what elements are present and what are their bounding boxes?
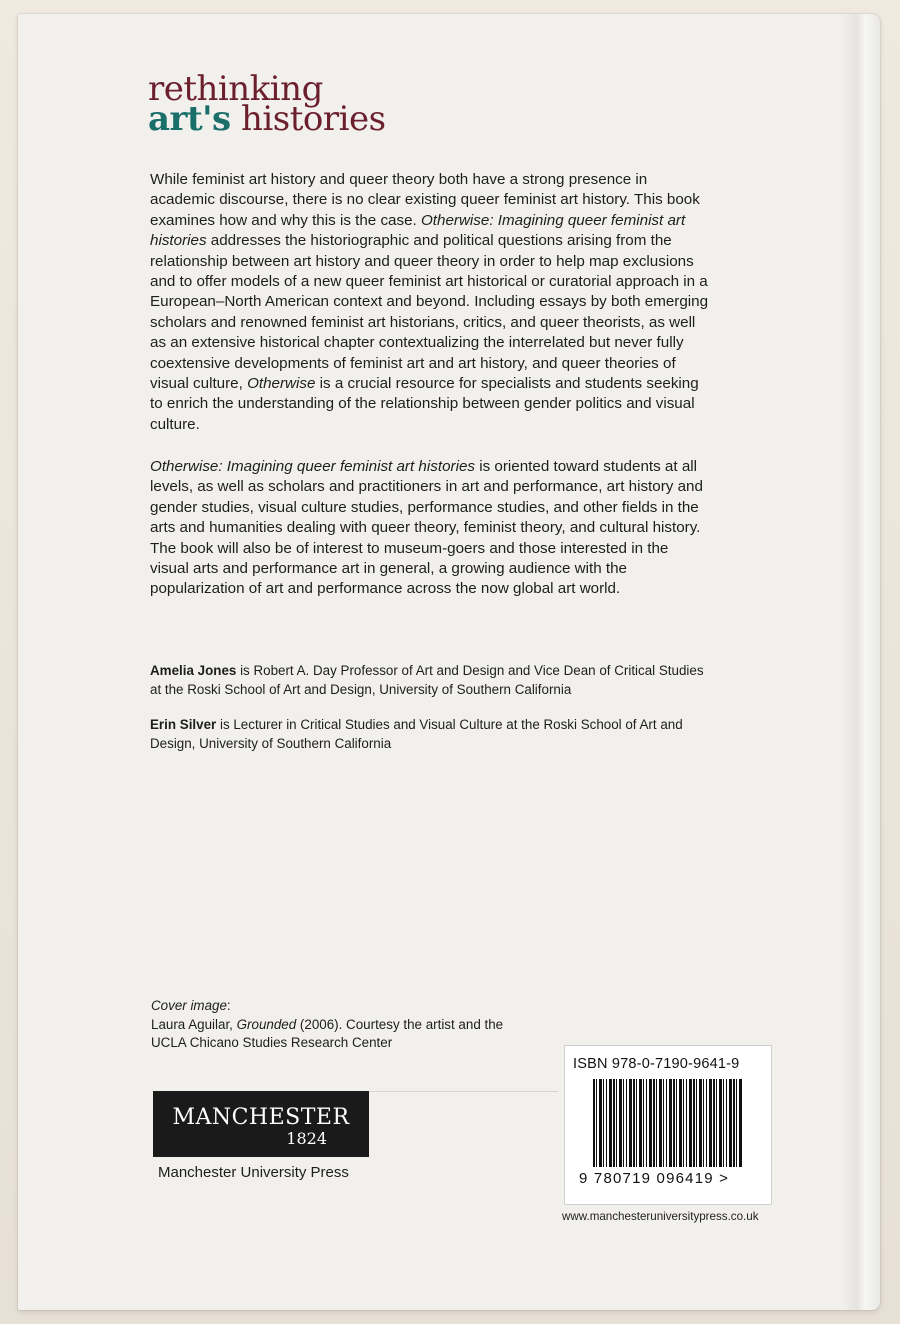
book-title-italic: Otherwise: Imagining queer feminist art histories (150, 211, 686, 250)
book-title-italic: Otherwise (247, 375, 316, 393)
editor-bio-1 (150, 662, 710, 699)
blurb-paragraph-1 (150, 170, 710, 435)
book-title-italic: Otherwise: Imagining queer feminist art histories (150, 458, 475, 475)
editor-name: Erin Silver (150, 717, 217, 732)
book-back-cover (18, 14, 880, 1310)
editor-bio-text: is Robert A. Day Professor of Art and Design and Vice Dean of Critical Studies at the Roski School of Art and Design, University of Southern California (150, 663, 704, 697)
blurb-text: addresses the historiographic and political questions arising from the relationship between art history and queer theory in order to help map exclusions and to offer models of a new queer feminist art historical or curatorial approach in a European–North American context and beyond. Including essays by both emerging scholars and renowned feminist art historians, critics, and queer theorists, as well as an extensive historical chapter contextualizing the interrelated but never fully coextensive developments of feminist art and art history, and queer theories of visual culture, (150, 232, 709, 393)
blurb-text: is a crucial resource for specialists and students seeking to enrich the understanding of the relationship between gender politics and visual culture. (150, 375, 699, 433)
editor-name: Amelia Jones (150, 663, 237, 678)
series-title-rest: histories (230, 99, 386, 139)
cover-image-credit (151, 997, 511, 1053)
isbn-barcode-box (564, 1045, 772, 1205)
credit-work-title: Grounded (236, 1016, 297, 1032)
credit-rest: (2006). Courtesy the artist and the UCLA Chicano Studies Research Center (151, 1016, 504, 1050)
isbn-label: ISBN 978-0-7190-9641-9 (573, 1056, 740, 1072)
series-title-line1: rethinking (148, 69, 323, 109)
blurb-text: While feminist art history and queer theory both have a strong presence in academic discourse, there is no clear existing queer feminist art history. This book examines how and why this is the case. (150, 171, 700, 229)
series-title-accent: art's (148, 99, 231, 139)
series-title-line2 (148, 99, 386, 139)
credit-colon: : (226, 998, 231, 1013)
blurb-text: is oriented toward students at all levels, as well as scholars and practitioners in art and performance, art history and gender studies, visual culture studies, performance studies, and other fields in the arts and humanities dealing with queer theory, feminist theory, and cultural history. The book will also be of interest to museum-goers and those interested in the visual arts and performance art in general, a growing audience with the popularization of art and performance across the now global art world. (150, 458, 703, 598)
editor-bio-2 (150, 716, 710, 753)
publisher-logo-name: MANCHESTER (172, 1105, 350, 1130)
credit-label: Cover image (151, 998, 227, 1013)
series-title (148, 69, 386, 139)
publisher-website: www.manchesteruniversitypress.co.uk (562, 1210, 759, 1223)
barcode-icon (593, 1079, 743, 1167)
publisher-name: Manchester University Press (158, 1164, 349, 1181)
publisher-logo-year: 1824 (286, 1129, 327, 1148)
publisher-logo (153, 1091, 369, 1157)
barcode-digits: 9 780719 096419 > (579, 1170, 730, 1187)
editor-bio-text: is Lecturer in Critical Studies and Visual Culture at the Roski School of Art and Design, University of Southern California (150, 717, 683, 751)
credit-artist: Laura Aguilar, (151, 1016, 237, 1032)
blurb-paragraph-2 (150, 457, 710, 600)
